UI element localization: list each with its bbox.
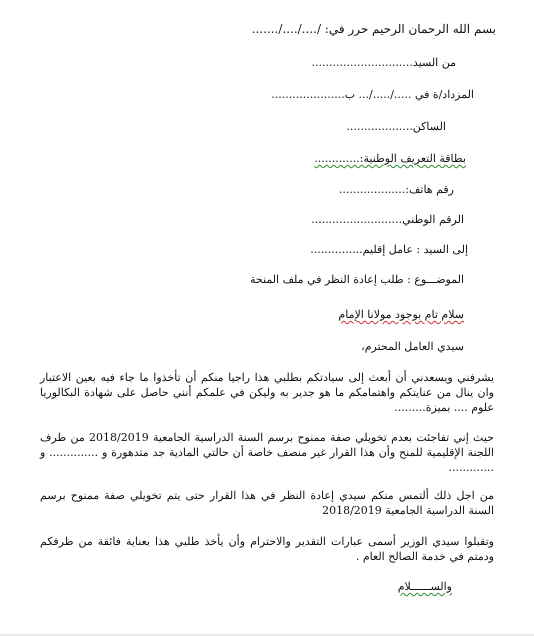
closing: والســــــلام (397, 580, 452, 593)
greeting-line: سلام تام بوجود مولانا الإمام (338, 308, 464, 321)
sender-name: من السيد............................. (311, 56, 456, 69)
recipient: إلى السيد : عامل إقليم............... (310, 243, 468, 256)
sender-birth: المزداد/ة في ...../...../... ب..................... (271, 88, 474, 101)
sender-national-number: الرقم الوطني.......................... (311, 213, 464, 226)
paragraph-decision: حيث إني تفاجئت بعدم تخويلي صفة ممنوح برسم السنة الدراسية الجامعية 2018/2019 من طرف اللجنة الإقليمية للمنح وأن هذا القرار غير منصف خاصة أن حالتي المادية جد متدهورة و .............. و ............. (40, 431, 494, 474)
sender-residence: الساكن................... (346, 120, 446, 133)
salutation: سيدي العامل المحترم، (361, 340, 464, 353)
sender-phone: رقم هاتف:................... (338, 183, 454, 196)
paragraph-request: من اجل ذلك ألتمس منكم سيدي إعادة النظر في هذا القرار حتى يتم تخويلي صفة ممنوح برسم السنة الدراسية الجامعية 2018/2019 (40, 489, 494, 517)
paragraph-intro: يشرفني ويسعدني أن أبعث إلى سيادتكم بطلبي هذا راجيا منكم أن تأخذوا ما جاء فيه بعين الاعتبار وان ينال من عنايتكم واهتمامكم ما هو جدير به وليكن في علمكم أنني حاصل على شهادة البكالوريا علوم .... بميزة......... (40, 371, 494, 414)
header-basmala-date: بسم الله الرحمان الرحيم حرر في: /..../..../....... (251, 22, 496, 36)
subject: الموضـــوع : طلب إعادة النظر في ملف المنحة (250, 273, 464, 286)
sender-id-card: بطاقة التعريف الوطنية:............. (314, 152, 466, 165)
paragraph-courtesy: وتقبلوا سيدي الوزير أسمى عبارات التقدير والاحترام وأن يأخذ طلبي هذا بعناية فائقة من طرفكم ودمتم في خدمة الصالح العام . (40, 535, 494, 563)
